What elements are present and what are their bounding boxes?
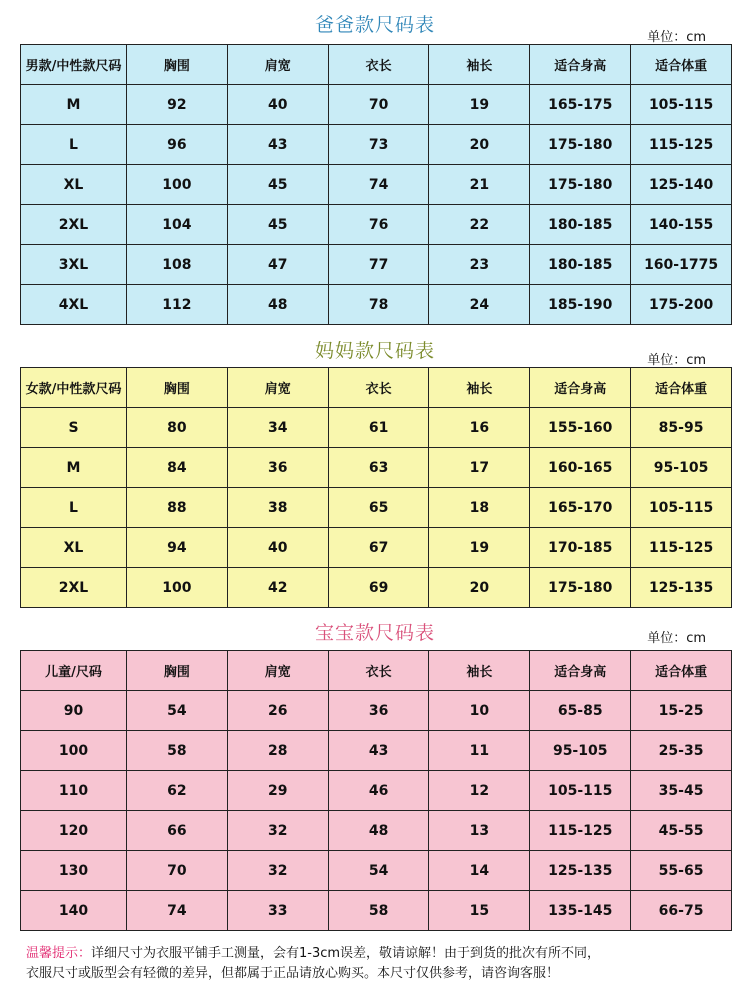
size-cell: 2XL — [21, 205, 127, 245]
measure-cell: 11 — [429, 731, 530, 771]
table-row — [21, 528, 732, 568]
column-header: 肩宽 — [227, 368, 328, 408]
measure-cell: 24 — [429, 285, 530, 325]
measure-cell: 62 — [127, 771, 228, 811]
measure-cell: 67 — [328, 528, 429, 568]
measure-cell: 175-180 — [530, 165, 631, 205]
measure-cell: 48 — [227, 285, 328, 325]
size-cell: 3XL — [21, 245, 127, 285]
measure-cell: 54 — [328, 851, 429, 891]
measure-cell: 28 — [227, 731, 328, 771]
measure-cell: 185-190 — [530, 285, 631, 325]
table-row — [21, 285, 732, 325]
measure-cell: 125-135 — [631, 568, 732, 608]
measure-cell: 74 — [127, 891, 228, 931]
column-header: 衣长 — [328, 368, 429, 408]
note-tip-label: 温馨提示： — [26, 946, 92, 961]
measure-cell: 160-165 — [530, 448, 631, 488]
measure-cell: 19 — [429, 528, 530, 568]
warm-tip-note — [26, 944, 726, 984]
measure-cell: 40 — [227, 85, 328, 125]
women-size-table — [20, 367, 732, 608]
measure-cell: 10 — [429, 691, 530, 731]
measure-cell: 13 — [429, 811, 530, 851]
note-text-1: 详细尺寸为衣服平铺手工测量，会有1-3cm误差，敬请谅解！由于到货的批次有所不同， — [91, 946, 601, 961]
measure-cell: 42 — [227, 568, 328, 608]
table-row — [21, 488, 732, 528]
measure-cell: 45-55 — [631, 811, 732, 851]
measure-cell: 48 — [328, 811, 429, 851]
measure-cell: 36 — [227, 448, 328, 488]
size-cell: M — [21, 448, 127, 488]
measure-cell: 180-185 — [530, 205, 631, 245]
measure-cell: 105-115 — [631, 85, 732, 125]
measure-cell: 88 — [127, 488, 228, 528]
size-cell: 90 — [21, 691, 127, 731]
table-row — [21, 205, 732, 245]
measure-cell: 105-115 — [631, 488, 732, 528]
table-row — [21, 245, 732, 285]
measure-cell: 135-145 — [530, 891, 631, 931]
men-unit-label: 单位：cm — [647, 30, 706, 45]
measure-cell: 100 — [127, 165, 228, 205]
measure-cell: 92 — [127, 85, 228, 125]
measure-cell: 38 — [227, 488, 328, 528]
men-table-body — [21, 45, 732, 325]
measure-cell: 29 — [227, 771, 328, 811]
measure-cell: 35-45 — [631, 771, 732, 811]
measure-cell: 61 — [328, 408, 429, 448]
column-header: 胸围 — [127, 45, 228, 85]
measure-cell: 112 — [127, 285, 228, 325]
measure-cell: 15 — [429, 891, 530, 931]
column-header: 胸围 — [127, 368, 228, 408]
table-row — [21, 691, 732, 731]
measure-cell: 77 — [328, 245, 429, 285]
table-header-row — [21, 651, 732, 691]
women-size-chart-title: 妈妈款尺码表 — [314, 340, 435, 362]
measure-cell: 58 — [127, 731, 228, 771]
measure-cell: 36 — [328, 691, 429, 731]
measure-cell: 155-160 — [530, 408, 631, 448]
table-row — [21, 408, 732, 448]
measure-cell: 73 — [328, 125, 429, 165]
measure-cell: 58 — [328, 891, 429, 931]
column-header: 适合身高 — [530, 651, 631, 691]
measure-cell: 165-175 — [530, 85, 631, 125]
kids-unit-label: 单位：cm — [647, 631, 706, 646]
table-row — [21, 85, 732, 125]
table-header-row — [21, 368, 732, 408]
size-cell: 4XL — [21, 285, 127, 325]
measure-cell: 55-65 — [631, 851, 732, 891]
column-header: 适合身高 — [530, 45, 631, 85]
measure-cell: 85-95 — [631, 408, 732, 448]
measure-cell: 65-85 — [530, 691, 631, 731]
measure-cell: 45 — [227, 205, 328, 245]
column-header: 适合体重 — [631, 45, 732, 85]
measure-cell: 16 — [429, 408, 530, 448]
size-cell: XL — [21, 528, 127, 568]
size-cell: 2XL — [21, 568, 127, 608]
column-header: 适合体重 — [631, 368, 732, 408]
measure-cell: 46 — [328, 771, 429, 811]
measure-cell: 70 — [328, 85, 429, 125]
table-row — [21, 891, 732, 931]
measure-cell: 95-105 — [530, 731, 631, 771]
column-header: 女款/中性款尺码 — [21, 368, 127, 408]
measure-cell: 108 — [127, 245, 228, 285]
measure-cell: 43 — [227, 125, 328, 165]
column-header: 儿童/尺码 — [21, 651, 127, 691]
measure-cell: 105-115 — [530, 771, 631, 811]
table-row — [21, 811, 732, 851]
measure-cell: 25-35 — [631, 731, 732, 771]
men-size-chart-title: 爸爸款尺码表 — [314, 14, 435, 36]
measure-cell: 33 — [227, 891, 328, 931]
size-cell: 140 — [21, 891, 127, 931]
table-row — [21, 125, 732, 165]
measure-cell: 175-180 — [530, 568, 631, 608]
size-cell: L — [21, 125, 127, 165]
column-header: 袖长 — [429, 45, 530, 85]
measure-cell: 20 — [429, 568, 530, 608]
table-row — [21, 165, 732, 205]
column-header: 衣长 — [328, 651, 429, 691]
measure-cell: 94 — [127, 528, 228, 568]
kids-size-table — [20, 650, 732, 931]
measure-cell: 54 — [127, 691, 228, 731]
measure-cell: 160-1775 — [631, 245, 732, 285]
measure-cell: 165-170 — [530, 488, 631, 528]
measure-cell: 69 — [328, 568, 429, 608]
size-cell: L — [21, 488, 127, 528]
column-header: 袖长 — [429, 368, 530, 408]
column-header: 适合体重 — [631, 651, 732, 691]
measure-cell: 115-125 — [631, 528, 732, 568]
size-cell: S — [21, 408, 127, 448]
measure-cell: 65 — [328, 488, 429, 528]
measure-cell: 22 — [429, 205, 530, 245]
measure-cell: 80 — [127, 408, 228, 448]
measure-cell: 100 — [127, 568, 228, 608]
table-row — [21, 851, 732, 891]
table-row — [21, 568, 732, 608]
measure-cell: 96 — [127, 125, 228, 165]
measure-cell: 63 — [328, 448, 429, 488]
measure-cell: 34 — [227, 408, 328, 448]
measure-cell: 175-180 — [530, 125, 631, 165]
measure-cell: 66 — [127, 811, 228, 851]
measure-cell: 12 — [429, 771, 530, 811]
measure-cell: 19 — [429, 85, 530, 125]
men-size-table — [20, 44, 732, 325]
measure-cell: 95-105 — [631, 448, 732, 488]
column-header: 衣长 — [328, 45, 429, 85]
measure-cell: 43 — [328, 731, 429, 771]
table-header-row — [21, 45, 732, 85]
measure-cell: 125-135 — [530, 851, 631, 891]
size-cell: 130 — [21, 851, 127, 891]
measure-cell: 26 — [227, 691, 328, 731]
measure-cell: 175-200 — [631, 285, 732, 325]
measure-cell: 20 — [429, 125, 530, 165]
measure-cell: 15-25 — [631, 691, 732, 731]
column-header: 肩宽 — [227, 651, 328, 691]
measure-cell: 170-185 — [530, 528, 631, 568]
table-row — [21, 448, 732, 488]
measure-cell: 17 — [429, 448, 530, 488]
measure-cell: 45 — [227, 165, 328, 205]
measure-cell: 104 — [127, 205, 228, 245]
size-cell: M — [21, 85, 127, 125]
measure-cell: 125-140 — [631, 165, 732, 205]
measure-cell: 47 — [227, 245, 328, 285]
measure-cell: 66-75 — [631, 891, 732, 931]
women-table-body — [21, 368, 732, 608]
women-unit-label: 单位：cm — [647, 353, 706, 368]
size-cell: 120 — [21, 811, 127, 851]
table-row — [21, 731, 732, 771]
measure-cell: 32 — [227, 811, 328, 851]
size-cell: 100 — [21, 731, 127, 771]
kids-size-chart-title: 宝宝款尺码表 — [314, 622, 435, 644]
measure-cell: 32 — [227, 851, 328, 891]
column-header: 适合身高 — [530, 368, 631, 408]
measure-cell: 115-125 — [530, 811, 631, 851]
kids-table-body — [21, 651, 732, 931]
size-cell: 110 — [21, 771, 127, 811]
note-line-2: 衣服尺寸或版型会有轻微的差异，但都属于正品请放心购买。本尺寸仅供参考，请咨询客服！ — [26, 966, 560, 981]
column-header: 肩宽 — [227, 45, 328, 85]
size-cell: XL — [21, 165, 127, 205]
column-header: 男款/中性款尺码 — [21, 45, 127, 85]
note-line-1 — [26, 944, 726, 964]
measure-cell: 40 — [227, 528, 328, 568]
measure-cell: 115-125 — [631, 125, 732, 165]
measure-cell: 18 — [429, 488, 530, 528]
column-header: 袖长 — [429, 651, 530, 691]
column-header: 胸围 — [127, 651, 228, 691]
measure-cell: 140-155 — [631, 205, 732, 245]
measure-cell: 70 — [127, 851, 228, 891]
measure-cell: 21 — [429, 165, 530, 205]
measure-cell: 14 — [429, 851, 530, 891]
table-row — [21, 771, 732, 811]
measure-cell: 76 — [328, 205, 429, 245]
measure-cell: 78 — [328, 285, 429, 325]
measure-cell: 84 — [127, 448, 228, 488]
measure-cell: 23 — [429, 245, 530, 285]
measure-cell: 74 — [328, 165, 429, 205]
measure-cell: 180-185 — [530, 245, 631, 285]
